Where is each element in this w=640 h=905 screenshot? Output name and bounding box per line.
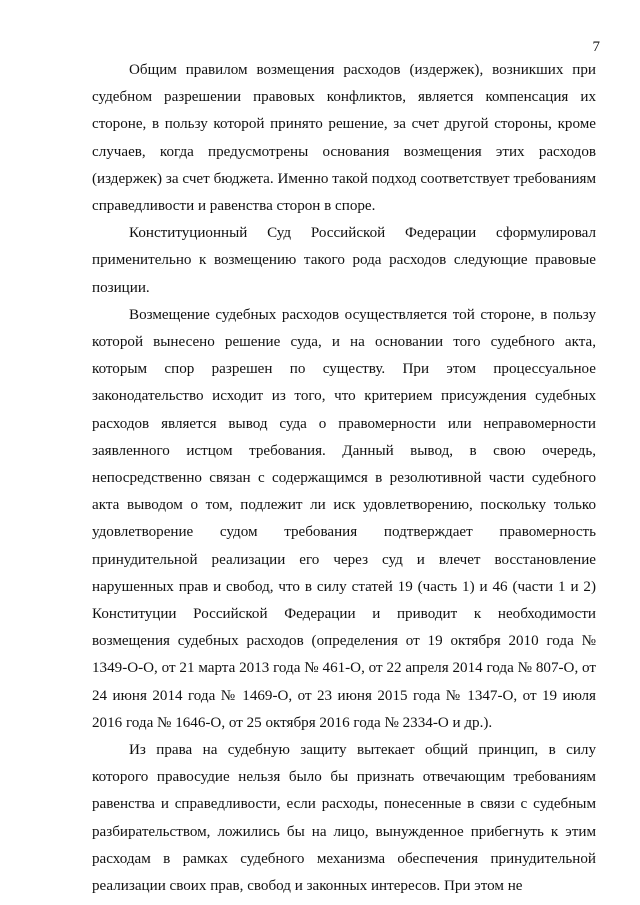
document-body bbox=[92, 57, 596, 900]
paragraph-cost-compensation-rule: Общим правилом возмещения расходов (издержек), возникших при судебном разрешении правовых конфликтов, является компенсация их стороне, в пользу которой принято решение, за счет другой стороны, кроме случаев, когда предусмотрены основания возмещения этих расходов (издержек) за счет бюджета. Именно такой подход соответствует требованиям справедливости и равенства сторон в споре. bbox=[92, 62, 596, 215]
paragraph-constitutional-court-positions: Конституционный Суд Российской Федерации сформулировал применительно к возмещению такого рода расходов следующие правовые позиции. bbox=[92, 225, 596, 296]
paragraph-right-to-judicial-protection: Из права на судебную защиту вытекает общий принцип, в силу которого правосудие нельзя было бы признать отвечающим требованиям равенства и справедливости, если расходы, понесенные в связи с судебным разбирательством, ложились бы на лицо, вынужденное прибегнуть к этим расходам в рамках судебного механизма обеспечения принудительной реализации своих прав, свобод и законных интересов. При этом не bbox=[92, 742, 596, 895]
page-number: 7 bbox=[592, 39, 600, 55]
paragraph-reimbursement-of-court-costs: Возмещение судебных расходов осуществляется той стороне, в пользу которой вынесено решение суда, и на основании того судебного акта, которым спор разрешен по существу. При этом процессуальное законодательство исходит из того, что критерием присуждения судебных расходов является вывод суда о правомерности или неправомерности заявленного истцом требования. Данный вывод, в свою очередь, непосредственно связан с содержащимся в резолютивной части судебного акта выводом о том, подлежит ли иск удовлетворению, поскольку только удовлетворение судом требования подтверждает правомерность принудительной реализации его через суд и влечет восстановление нарушенных прав и свобод, что в силу статей 19 (часть 1) и 46 (части 1 и 2) Конституции Российской Федерации и приводит к необходимости возмещения судебных расходов (определения от 19 октября 2010 года № 1349-О-О, от 21 марта 2013 года № 461-О, от 22 апреля 2014 года № 807-О, от 24 июня 2014 года № 1469-О, от 23 июня 2015 года № 1347-О, от 19 июля 2016 года № 1646-О, от 25 октября 2016 года № 2334-О и др.). bbox=[92, 306, 596, 731]
